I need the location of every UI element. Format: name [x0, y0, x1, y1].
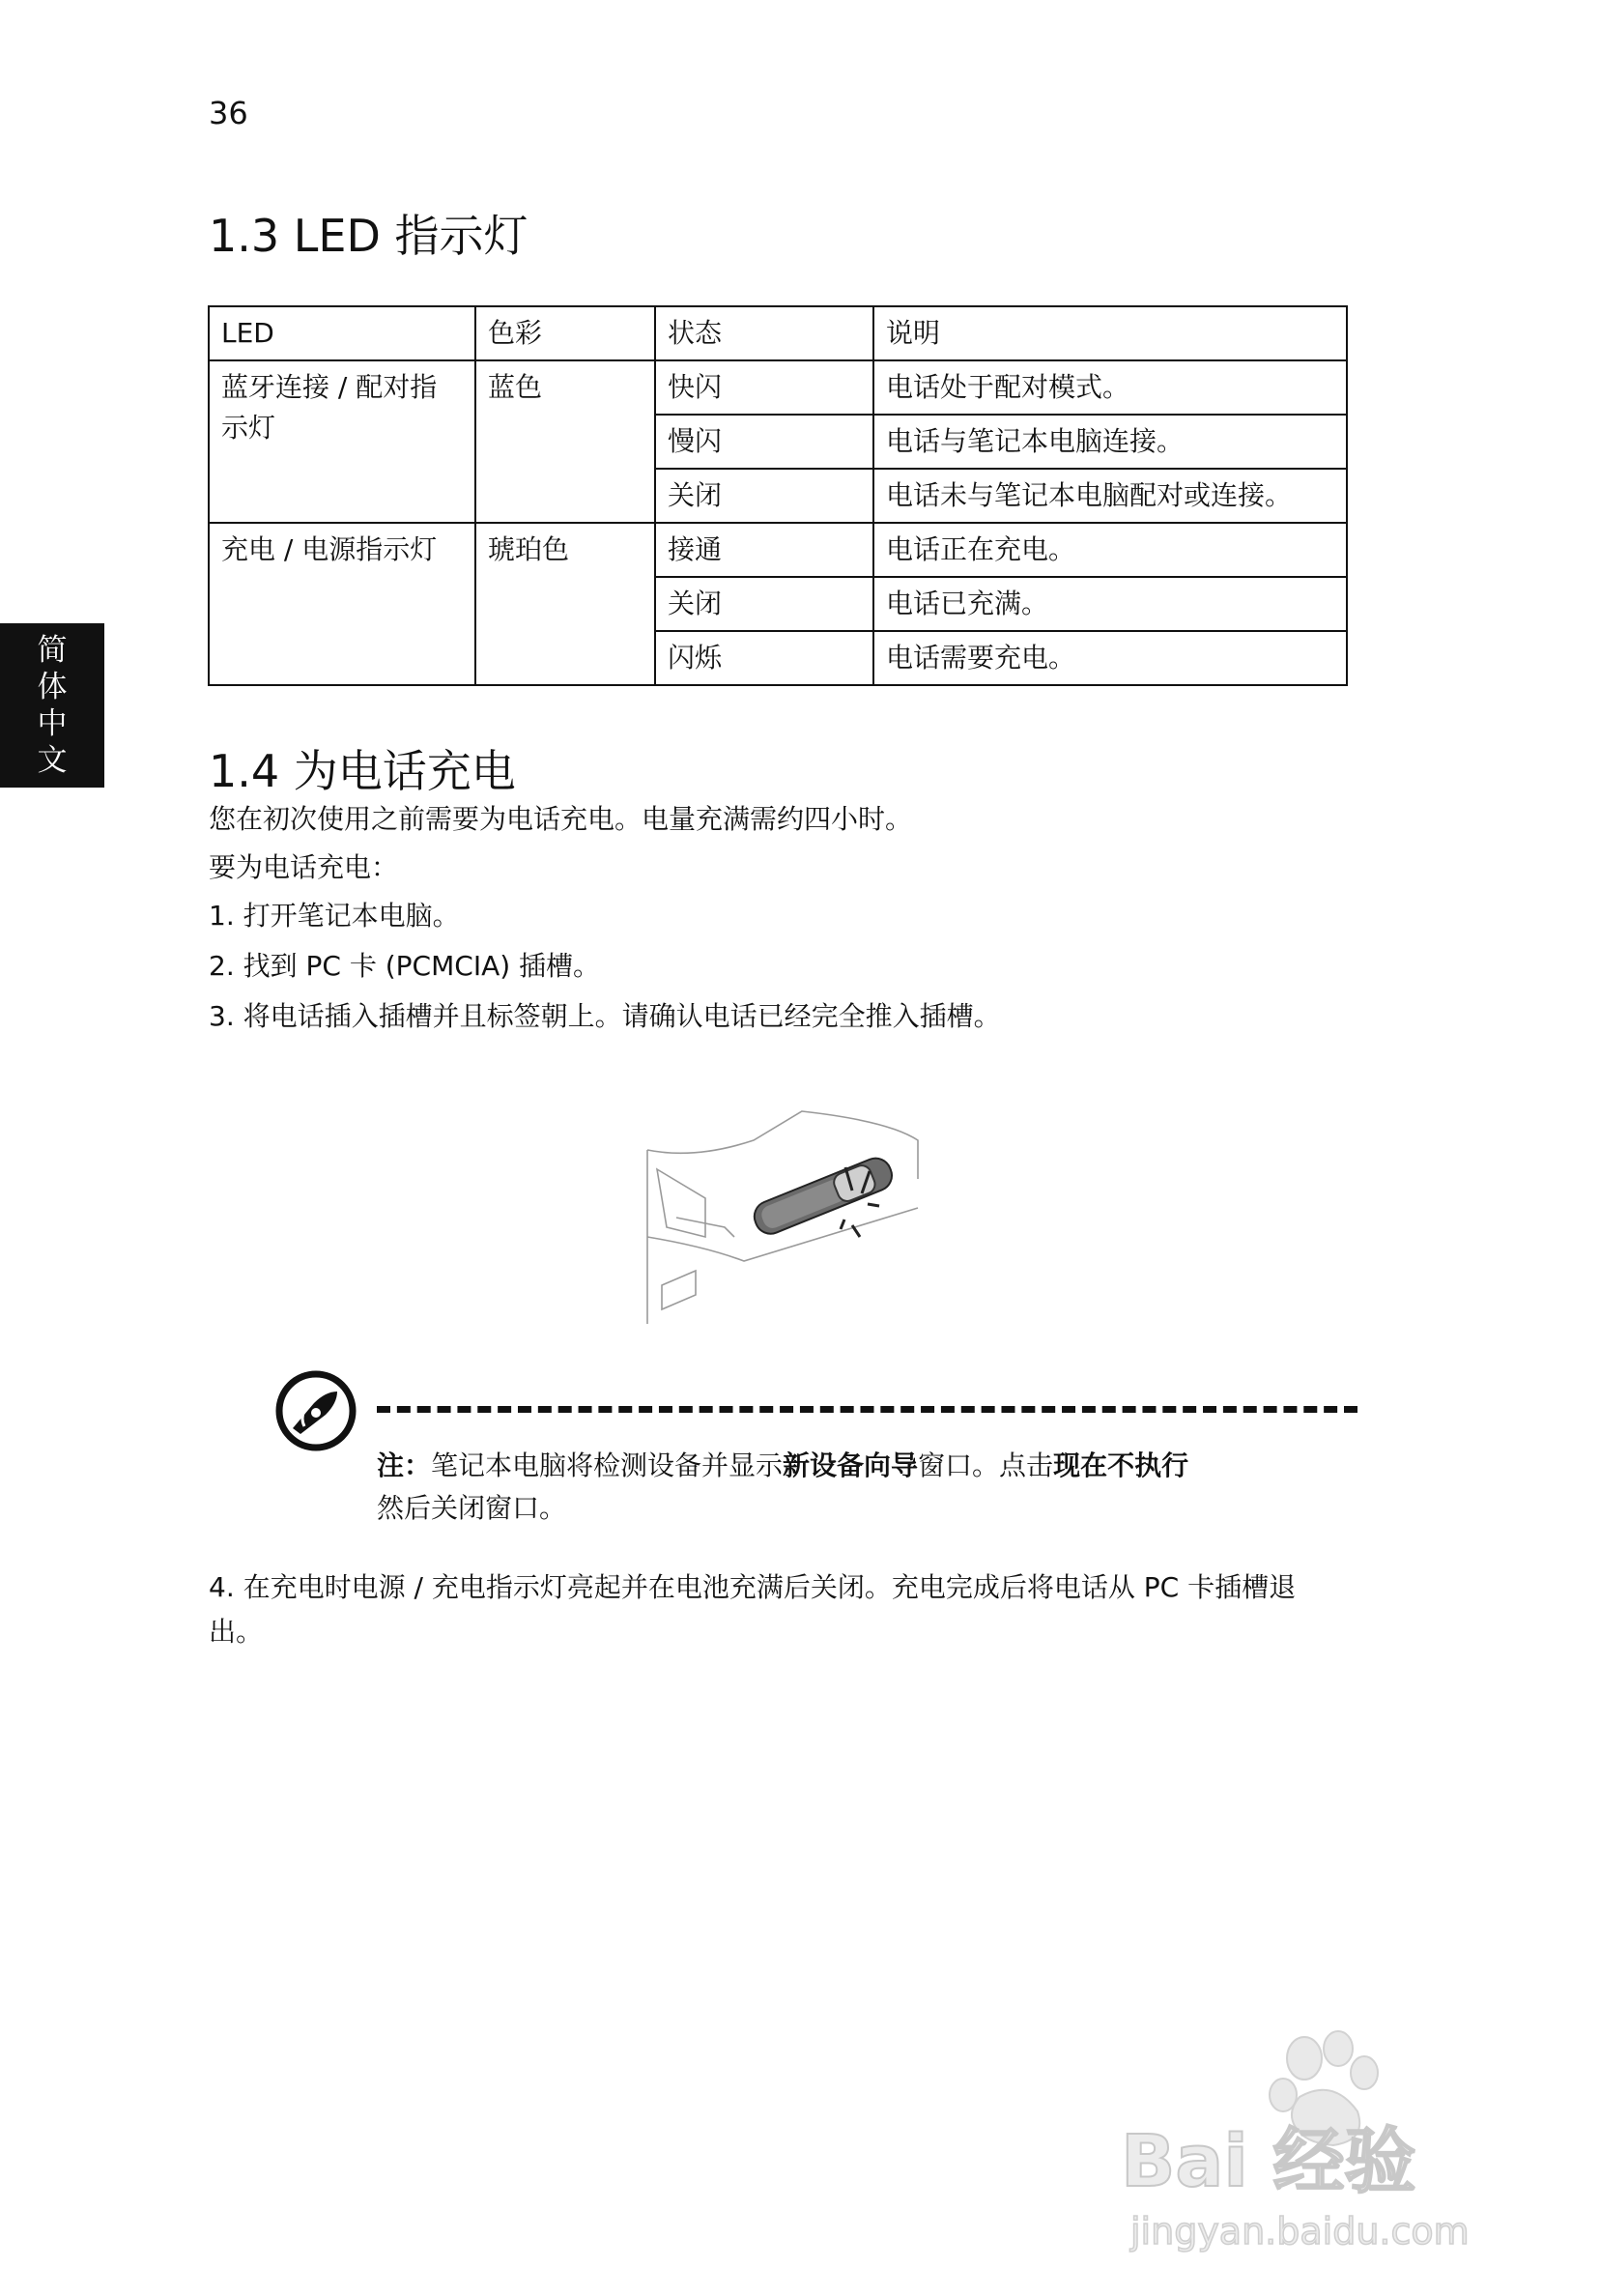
note-bold-new-device-wizard: 新设备向导: [783, 1449, 919, 1481]
lead-paragraph: 要为电话充电：: [209, 851, 399, 883]
cell-color: 蓝色: [475, 360, 655, 523]
note-text: [377, 1445, 1324, 1530]
note-text-part: 笔记本电脑将检测设备并显示: [431, 1449, 784, 1481]
cell-description: 电话与笔记本电脑连接。: [873, 415, 1347, 469]
cell-state: 快闪: [655, 360, 873, 415]
baidu-jingyan-watermark-logo: [1111, 2020, 1498, 2261]
cell-description: 电话已充满。: [873, 577, 1347, 631]
intro-paragraph: 您在初次使用之前需要为电话充电。电量充满需约四小时。: [209, 803, 913, 835]
note-bold-not-now: 现在不执行: [1053, 1449, 1189, 1481]
section-14-title: 1.4 为电话充电: [209, 745, 516, 797]
cell-state: 关闭: [655, 577, 873, 631]
cell-description: 电话处于配对模式。: [873, 360, 1347, 415]
cell-state: 接通: [655, 523, 873, 577]
side-tab-char: 简: [37, 633, 68, 668]
step-1: 1. 打开笔记本电脑。: [209, 900, 460, 932]
side-tab-char: 体: [37, 670, 68, 704]
cell-led: 蓝牙连接 / 配对指示灯: [209, 360, 475, 523]
note-text-part: 窗口。点击: [918, 1449, 1054, 1481]
section-13-title: 1.3 LED 指示灯: [209, 210, 529, 262]
step-3: 3. 将电话插入插槽并且标签朝上。请确认电话已经完全推入插槽。: [209, 1000, 1001, 1032]
step-2: 2. 找到 PC 卡 (PCMCIA) 插槽。: [209, 950, 601, 982]
side-tab-char: 中: [37, 706, 68, 741]
note-prefix: 注：: [377, 1449, 432, 1481]
cell-state: 关闭: [655, 469, 873, 523]
table-row: [209, 523, 1347, 577]
header-state: 状态: [655, 306, 873, 360]
step-4: 4. 在充电时电源 / 充电指示灯亮起并在电池充满后关闭。充电完成后将电话从 PC 卡插槽退出。: [209, 1571, 1297, 1648]
cell-state: 慢闪: [655, 415, 873, 469]
language-side-tab: [0, 623, 104, 788]
cell-description: 电话未与笔记本电脑配对或连接。: [873, 469, 1347, 523]
header-color: 色彩: [475, 306, 655, 360]
header-description: 说明: [873, 306, 1347, 360]
note-pen-icon: [275, 1370, 357, 1451]
watermark-brand: Bai 经验: [1121, 2120, 1416, 2203]
cell-state: 闪烁: [655, 631, 873, 685]
header-led: LED: [209, 306, 475, 360]
phone-insert-illustration: [638, 1092, 928, 1334]
cell-description: 电话正在充电。: [873, 523, 1347, 577]
note-divider: [377, 1406, 1357, 1413]
page-number: 36: [209, 95, 248, 131]
side-tab-char: 文: [37, 743, 68, 778]
watermark-url: jingyan.baidu.com: [1130, 2210, 1470, 2253]
cell-description: 电话需要充电。: [873, 631, 1347, 685]
cell-led: 充电 / 电源指示灯: [209, 523, 475, 685]
table-row: [209, 360, 1347, 415]
note-text-part: 然后关闭窗口。: [377, 1492, 567, 1524]
cell-color: 琥珀色: [475, 523, 655, 685]
led-table: [208, 305, 1348, 686]
table-header-row: [209, 306, 1347, 360]
